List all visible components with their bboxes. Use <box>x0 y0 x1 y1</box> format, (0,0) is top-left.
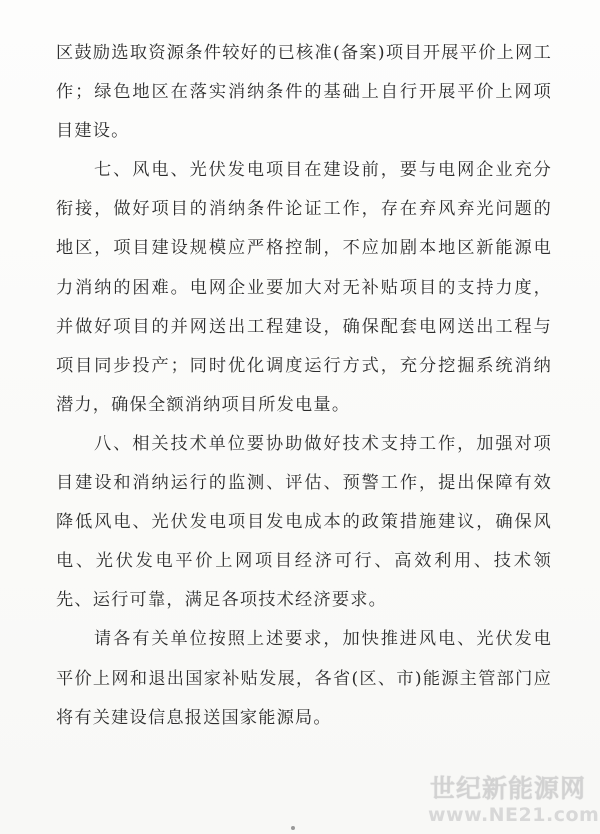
site-watermark <box>428 774 600 826</box>
watermark-url-text: www.NE21.com <box>428 804 600 826</box>
paragraph-closing-request: 请各有关单位按照上述要求，加快推进风电、光伏发电平价上网和退出国家补贴发展，各省(区、市)能源主管部门应将有关建设信息报送国家能源局。 <box>56 629 552 728</box>
document-body <box>56 34 552 738</box>
page-dot-mark <box>291 826 295 830</box>
paragraph-item-eight: 八、相关技术单位要协助做好技术支持工作，加强对项目建设和消纳运行的监测、评估、预警工作，提出保障有效降低风电、光伏发电项目发电成本的政策措施建议，确保风电、光伏发电平价上网项目经济可行、高效利用、技术领先、运行可靠，满足各项技术经济要求。 <box>56 433 552 611</box>
watermark-logo-text: 世纪新能源网 <box>429 774 586 803</box>
paragraph-continuation: 区鼓励选取资源条件较好的已核准(备案)项目开展平价上网工作；绿色地区在落实消纳条件的基础上自行开展平价上网项目建设。 <box>56 43 552 142</box>
paragraph-item-seven: 七、风电、光伏发电项目在建设前，要与电网企业充分衔接，做好项目的消纳条件论证工作，存在弃风弃光问题的地区，项目建设规模应严格控制，不应加剧本地区新能源电力消纳的困难。电网企业要加大对无补贴项目的支持力度，并做好项目的并网送出工程建设，确保配套电网送出工程与项目同步投产；同时优化调度运行方式，充分挖掘系统消纳潜力，确保全额消纳项目所发电量。 <box>56 160 552 415</box>
